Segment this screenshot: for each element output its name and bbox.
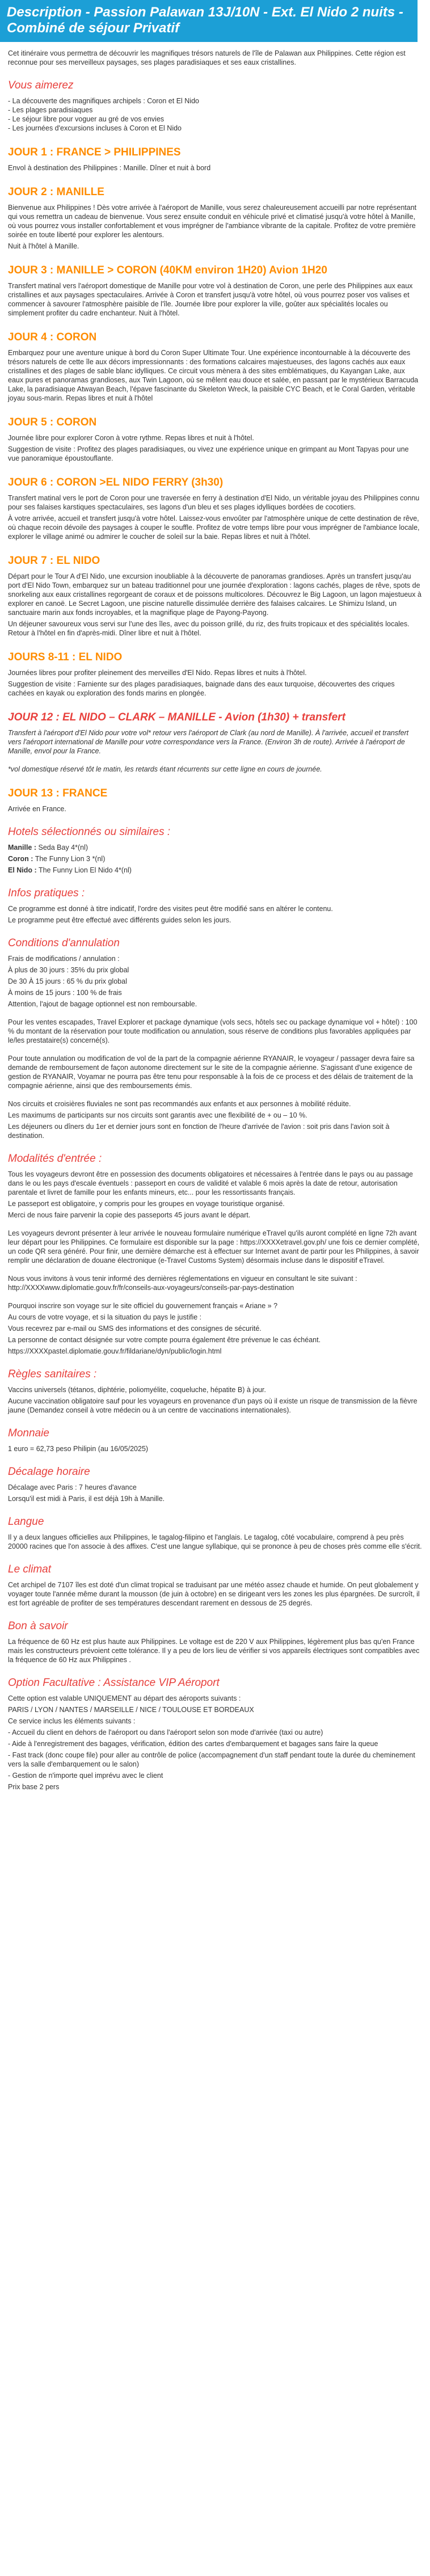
section-title-monnaie: Monnaie	[8, 1427, 49, 1439]
day-paragraph: Suggestion de visite : Profitez des plages paradisiaques, ou vivez une expérience unique en grimpant au Mont Tapyas pour une vue panoramique époustouflante.	[8, 445, 409, 462]
day-paragraph: Transfert matinal vers l'aéroport domestique de Manille pour votre vol à destination de Coron, une perle des Philippines aux eaux cristallines et aux paysages spectaculaires. Arrivée à Coron et transfert jusqu'à votre hôtel, où vous pourrez poser vos valises et commencer à savourer l'atmosphère paisible de l'île. Journée libre pour explorer la ville, goûter aux spécialités locales ou simplement profiter du cadre enchanteur. Nuit à l'hôtel.	[8, 282, 413, 317]
info-line: Les voyageurs devront présenter à leur arrivée le nouveau formulaire numérique eTravel qu'ils auront complété en ligne 72h avant leur départ pour les Philippines. Ce formulaire est disponible sur la page : https://XXXXetravel.gov.ph/ une fois ce dernier complété, un code QR sera généré. Pour finir, une dernière démarche est à effectuer sur Internet avant de partir pour les Philippines, à savoir remplir une déclaration de douane électronique (e-Travel Customs System) désormais incluse dans le dispositif eTravel.	[8, 1229, 420, 1264]
info-line: À moins de 15 jours : 100 % de frais	[8, 989, 122, 997]
day-paragraph: Envol à destination des Philippines : Manille. Dîner et nuit à bord	[8, 164, 211, 172]
info-line: - Aide à l'enregistrement des bagages, vérification, édition des cartes d'embarquement et bagages sans faire la queue	[8, 1740, 378, 1748]
info-line: Cette option est valable UNIQUEMENT au départ des aéroports suivants :	[8, 1694, 241, 1702]
info-line: À plus de 30 jours : 35% du prix global	[8, 966, 129, 974]
info-line: 1 euro = 62,73 peso Philipin (au 16/05/2025)	[8, 1445, 149, 1453]
info-line: La personne de contact désignée sur votre compte pourra également être prévenue le cas échéant.	[8, 1336, 321, 1344]
info-line: Pour toute annulation ou modification de vol de la part de la compagnie aérienne RYANAIR, le voyageur / passager devra faire sa demande de remboursement de façon autonome directement sur le site de la compagnie aérienne. S'agissant d'une exigence de gestion de RYANAIR, Voyamar ne pourra pas être tenu pour responsable à la fois de ce process et des délais de traitement de la compagnie aérienne, ainsi que des remboursements émis.	[8, 1055, 415, 1090]
hotel-name: Seda Bay 4*(nl)	[38, 844, 88, 851]
paragraph-spacer	[8, 1047, 422, 1054]
day-paragraph: Journée libre pour explorer Coron à votre rythme. Repas libres et nuit à l'hôtel.	[8, 434, 254, 442]
info-line: - Accueil du client en dehors de l'aéroport ou dans l'aéroport selon son mode d'arrivée (taxi ou autre)	[8, 1728, 323, 1736]
info-line: Merci de nous faire parvenir la copie des passeports 45 jours avant le départ.	[8, 1211, 251, 1219]
day-paragraph: Bienvenue aux Philippines ! Dès votre arrivée à l'aéroport de Manille, vous serez chaleureusement accueilli par notre représentant qui vous remettra un cadeau de bienvenue. Vous serez ensuite conduit en véhicule privé et climatisé jusqu'à votre hôtel à Manille, où vous pourrez vous installer confortablement et vous imprégner de l'ambiance vibrante de la capitale. Profitez de votre première soirée en toute liberté pour explorer les alentours.	[8, 204, 417, 239]
paragraph-spacer	[8, 1093, 422, 1099]
section-title-conditions-annulation: Conditions d'annulation	[8, 937, 120, 949]
day-title: JOUR 12 : EL NIDO – CLARK – MANILLE - Avion (1h30) + transfert	[8, 711, 345, 723]
info-line: Il y a deux langues officielles aux Philippines, le tagalog-filipino et l'anglais. Le tagalog, côté vocabulaire, comprend à peu près 20000 racines que l'on associe à des affixes. C'est une langue syllabique, qui se prononce à peu de choses près comme elle s'écrit.	[8, 1533, 422, 1550]
paragraph-spacer	[8, 758, 422, 765]
day-paragraph: Arrivée en France.	[8, 805, 66, 813]
paragraph-spacer	[8, 1267, 422, 1274]
info-line: Nos circuits et croisières fluviales ne sont pas recommandés aux enfants et aux personnes à mobilité réduite.	[8, 1100, 351, 1108]
day-paragraph: Départ pour le Tour A d'El Nido, une excursion inoubliable à la découverte de panoramas grandioses. Après un transfert jusqu'au port d'El Nido Town, embarquez sur un bateau traditionnel pour une journée d'exploration : lagons cachés, plages de rêve, spots de snorkeling aux eaux cristallines regorgeant de coraux et de poissons multicolores. Découvrez le Big Lagoon, un lagon majestueux à explorer en canoë. Le Secret Lagoon, une piscine naturelle dissimulée derrière des falaises calcaires. Le Shimizu Island, un sanctuaire marin aux fonds incroyables, et la magnifique plage de Payong-Payong.	[8, 572, 421, 617]
hotel-line	[8, 843, 422, 852]
day-title: JOUR 7 : EL NIDO	[8, 555, 100, 567]
info-line: Vous recevrez par e-mail ou SMS des informations et des consignes de sécurité.	[8, 1325, 262, 1333]
info-line: Ce programme est donné à titre indicatif, l'ordre des visites peut être modifié sans en altérer le contenu.	[8, 905, 333, 913]
day-paragraph: Un déjeuner savoureux vous servi sur l'une des îles, avec du poisson grillé, du riz, des fruits tropicaux et des spécialités locales. Retour à l'hôtel en fin d'après-midi. Dîner libre et nuit à l'hôtel.	[8, 620, 410, 637]
info-line: Le programme peut être effectué avec différents guides selon les jours.	[8, 916, 231, 924]
day-paragraph: Transfert à l'aéroport d'El Nido pour votre vol* retour vers l'aéroport de Clark (au nord de Manille). À l'arrivée, accueil et transfert vers l'aéroport international de Manille pour votre correspondance vers la France. (Environ 3h de route). Arrivée à l'aéroport de Manille, envol pour la France.	[8, 729, 409, 755]
page-title: Description - Passion Palawan 13J/10N - Ext. El Nido 2 nuits - Combiné de séjour Privatif	[7, 5, 403, 36]
hotels-list	[8, 843, 422, 875]
section-title-option-vip: Option Facultative : Assistance VIP Aéroport	[8, 1677, 220, 1689]
info-line: Ce service inclus les éléments suivants :	[8, 1717, 136, 1725]
section-title-langue: Langue	[8, 1516, 44, 1528]
list-item: - Le séjour libre pour voguer au gré de vos envies	[8, 115, 165, 123]
list-item: - Les journées d'excursions incluses à Coron et El Nido	[8, 124, 182, 132]
hotel-place: Manille :	[8, 844, 37, 851]
paragraph-spacer	[8, 1295, 422, 1301]
info-line: Les maximums de participants sur nos circuits sont garantis avec une flexibilité de + ou – 10 %.	[8, 1111, 307, 1119]
hotel-place: Coron :	[8, 855, 33, 863]
info-line: Nous vous invitons à vous tenir informé des dernières réglementations en vigueur en consultant le site suivant : http://XXXXwww.diplomatie.gouv.fr/fr/conseils-aux-voyageurs/conseils-par-pays-destination	[8, 1275, 357, 1292]
list-item: - La découverte des magnifiques archipels : Coron et El Nido	[8, 97, 199, 105]
section-title-vous-aimerez: Vous aimerez	[8, 79, 74, 91]
day-title: JOURS 8-11 : EL NIDO	[8, 651, 123, 663]
info-line: - Gestion de n'importe quel imprévu avec le client	[8, 1772, 163, 1780]
info-line: Au cours de votre voyage, et si la situation du pays le justifie :	[8, 1313, 202, 1321]
day-paragraph: Transfert matinal vers le port de Coron pour une traversée en ferry à destination d'El Nido, un véritable joyau des Philippines connu pour ses falaises karstiques spectaculaires, ses lagons d'un bleu et ses plages idylliques bordées de cocotiers.	[8, 494, 420, 511]
day-paragraph: Journées libres pour profiter pleinement des merveilles d'El Nido. Repas libres et nuits à l'hôtel.	[8, 669, 307, 677]
day-paragraph: À votre arrivée, accueil et transfert jusqu'à votre hôtel. Laissez-vous envoûter par l'atmosphère unique de cette destination de rêve, où chaque recoin dévoile des paysages à couper le souffle. Profitez de votre temps libre pour vous imprégner de l'ambiance locale, explorer le village animé ou admirer le coucher de soleil sur la baie. Repas libres et nuit à l'hôtel.	[8, 515, 420, 541]
info-line: Aucune vaccination obligatoire sauf pour les voyageurs en provenance d'un pays où il existe un risque de transmission de la fièvre jaune (Demandez conseil à votre médecin ou à un centre de vaccinations internationales).	[8, 1397, 418, 1414]
info-line: - Fast track (donc coupe file) pour aller au contrôle de police (accompagnement d'un staff pendant toute la durée du cheminement vers la salle d'embarquement ou le salon)	[8, 1751, 415, 1768]
hotel-line	[8, 854, 422, 863]
section-title-hotels: Hotels sélectionnés ou similaires :	[8, 826, 171, 838]
section-title-infos-pratiques: Infos pratiques :	[8, 887, 85, 899]
day-paragraph: *vol domestique réservé tôt le matin, les retards étant récurrents sur cette ligne en cours de journée.	[8, 765, 322, 773]
vous-aimerez-list	[8, 96, 422, 133]
title-banner	[0, 0, 418, 42]
day-paragraph: Embarquez pour une aventure unique à bord du Coron Super Ultimate Tour. Une expérience incontournable à la découverte des trésors naturels de cette île aux décors impressionnants : des formations calcaires majestueuses, des lagons cachés aux eaux cristallines et des plages de sable blanc idylliques. Ce circuit vous mènera à des sites emblématiques, du Kayangan Lake, aux eaux pures et panoramas grandioses, aux Twin Lagoon, où se mêlent eau douce et salée, en passant par le mystérieux Barracuda Lake, la paradisiaque Atwayan Beach, l'épave fascinante du Skeleton Wreck, la paisible CYC Beach, et le Coral Garden, véritable joyau sous-marin. Repas libres et nuit à l'hôtel	[8, 349, 419, 402]
info-line: Attention, l'ajout de bagage optionnel est non remboursable.	[8, 1000, 197, 1008]
hotel-name: The Funny Lion 3 *(nl)	[35, 855, 106, 863]
section-title-modalites-entree: Modalités d'entrée :	[8, 1153, 102, 1165]
main-content	[0, 49, 430, 1791]
info-line: Frais de modifications / annulation :	[8, 955, 120, 963]
section-title-decalage-horaire: Décalage horaire	[8, 1466, 90, 1478]
info-line: Vaccins universels (tétanos, diphtérie, poliomyélite, coqueluche, hépatite B) à jour.	[8, 1386, 266, 1394]
info-sections	[8, 887, 422, 1791]
day-title: JOUR 13 : FRANCE	[8, 787, 108, 799]
day-title: JOUR 3 : MANILLE > CORON (40KM environ 1H20) Avion 1H20	[8, 264, 327, 276]
paragraph-spacer	[8, 1011, 422, 1018]
day-title: JOUR 5 : CORON	[8, 416, 97, 428]
info-line: De 30 À 15 jours : 65 % du prix global	[8, 977, 127, 985]
info-line: Lorsqu'il est midi à Paris, il est déjà 19h à Manille.	[8, 1495, 165, 1503]
info-line: Décalage avec Paris : 7 heures d'avance	[8, 1483, 137, 1491]
info-line: https://XXXXpastel.diplomatie.gouv.fr/fildariane/dyn/public/login.html	[8, 1347, 222, 1355]
itinerary-days	[8, 146, 422, 813]
info-line: Cet archipel de 7107 îles est doté d'un climat tropical se traduisant par une météo assez chaude et humide. On peut globalement y voyager toute l'année même durant la mousson (de juin à octobre) en se dirigeant vers les zones les plus épargnées. De surcroît, il est fort agréable de profiter de ses températures descendant rarement en dessous de 25 degrés.	[8, 1581, 420, 1607]
info-line: PARIS / LYON / NANTES / MARSEILLE / NICE / TOULOUSE ET BORDEAUX	[8, 1706, 254, 1714]
info-line: Tous les voyageurs devront être en possession des documents obligatoires et nécessaires à l'entrée dans le pays ou au passage dans le ou les pays d'escale éventuels : passeport en cours de validité et valable 6 mois après la date de retour, autorisation parentale et livret de famille pour les enfants mineurs, etc... pour les ressortissants français.	[8, 1170, 413, 1196]
info-line: La fréquence de 60 Hz est plus haute aux Philippines. Le voltage est de 220 V aux Philippines, légèrement plus bas qu'en France mais les constructeurs prévoient cette tolérance. Il y a peu de lors lieu de vérifier si vos appareils électriques sont compatibles avec la fréquence de 60 Hz aux Philippines .	[8, 1638, 420, 1664]
hotel-line	[8, 866, 422, 875]
info-line: Les déjeuners ou dîners du 1er et dernier jours sont en fonction de l'heure d'arrivée de l'avion : soit pris dans l'avion soit à destination.	[8, 1123, 390, 1140]
day-title: JOUR 4 : CORON	[8, 331, 97, 343]
day-title: JOUR 2 : MANILLE	[8, 186, 104, 198]
info-line: Prix base 2 pers	[8, 1783, 60, 1791]
intro-paragraph: Cet itinéraire vous permettra de découvrir les magnifiques trésors naturels de l'île de Palawan aux Philippines. Cette région est reconnue pour ses merveilleux paysages, ses plages paradisiaques et ses eaux cristallines.	[8, 49, 406, 66]
hotel-place: El Nido :	[8, 866, 37, 874]
day-paragraph: Nuit à l'hôtel à Manille.	[8, 242, 79, 250]
info-line: Le passeport est obligatoire, y compris pour les groupes en voyage touristique organisé.	[8, 1200, 285, 1208]
paragraph-spacer	[8, 1222, 422, 1229]
section-title-bon-a-savoir: Bon à savoir	[8, 1620, 68, 1632]
list-item: - Les plages paradisiaques	[8, 106, 93, 114]
info-line: Pour les ventes escapades, Travel Explorer et package dynamique (vols secs, hôtels sec ou package dynamique vol + hôtel) : 100 % du montant de la réservation pour toute modification ou annulation, sous réserve de conditions plus favorables appliquées par le/les prestataire(s) concerné(s).	[8, 1018, 418, 1044]
day-title: JOUR 1 : FRANCE > PHILIPPINES	[8, 146, 181, 158]
hotel-name: The Funny Lion El Nido 4*(nl)	[38, 866, 132, 874]
section-title-regles-sanitaires: Règles sanitaires :	[8, 1368, 97, 1380]
day-paragraph: Suggestion de visite : Farniente sur des plages paradisiaques, baignade dans des eaux turquoise, découvertes des criques cachées en kayak ou exploration des fonds marins en plongée.	[8, 680, 395, 697]
day-title: JOUR 6 : CORON >EL NIDO FERRY (3h30)	[8, 477, 224, 488]
info-line: Pourquoi inscrire son voyage sur le site officiel du gouvernement français « Ariane » ?	[8, 1302, 278, 1310]
section-title-climat: Le climat	[8, 1563, 52, 1575]
